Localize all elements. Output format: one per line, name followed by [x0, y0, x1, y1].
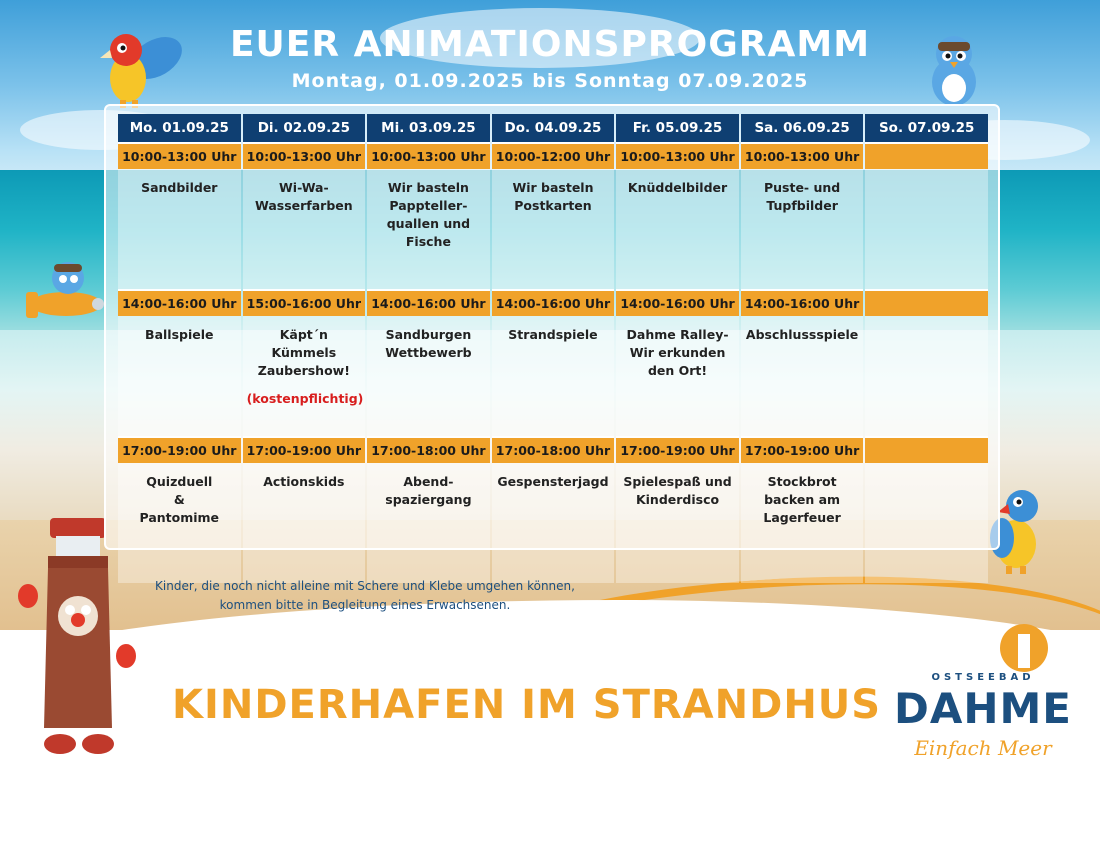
page-title: EUER ANIMATIONSPROGRAMM	[229, 24, 871, 65]
activity-cell	[616, 169, 739, 289]
activity-text: Wir erkunden	[629, 345, 726, 360]
lighthouse-icon	[1018, 634, 1030, 668]
activity-cell	[367, 169, 490, 289]
time-slot-cell	[865, 289, 988, 316]
activity-text: Lagerfeuer	[763, 510, 841, 525]
activity-text: Stockbrot	[767, 474, 837, 489]
activity-text: den Ort!	[647, 363, 708, 378]
activity-text: Puste- und	[763, 180, 841, 195]
activity-text: Tupfbilder	[766, 198, 838, 213]
day-header-row	[118, 114, 988, 142]
activity-text: Pantomime	[139, 510, 220, 525]
day-header: Mi. 03.09.25	[367, 114, 490, 142]
activity-text: Postkarten	[514, 198, 592, 213]
time-slot-cell: 14:00-16:00 Uhr	[616, 289, 739, 316]
day-header: So. 07.09.25	[865, 114, 988, 142]
notice-line: Kinder, die noch nicht alleine mit Schere und Klebe umgehen können,	[155, 579, 575, 593]
activity-text: backen am	[764, 492, 841, 507]
activity-text: &	[173, 492, 185, 507]
activity-text: Actionskids	[263, 474, 345, 489]
activity-text: Wir basteln	[512, 180, 594, 195]
time-slot-cell	[865, 142, 988, 169]
activity-text: Pappteller-	[389, 198, 468, 213]
pilot-bird-top-right-icon	[912, 30, 994, 112]
fee-note: (kostenpflichtig)	[246, 391, 364, 406]
time-row	[118, 142, 988, 169]
activity-cell	[243, 169, 366, 289]
activity-row	[118, 463, 988, 583]
day-header: Mo. 01.09.25	[118, 114, 241, 142]
activity-text: Käpt´n Kümmels	[271, 327, 337, 360]
activity-text: spaziergang	[385, 492, 472, 507]
time-slot-cell: 10:00-13:00 Uhr	[367, 142, 490, 169]
activity-cell	[243, 463, 366, 583]
activity-cell	[118, 316, 241, 436]
activity-cell	[118, 169, 241, 289]
time-slot-cell: 17:00-19:00 Uhr	[118, 436, 241, 463]
activity-text: Fische	[405, 234, 451, 249]
day-header: Fr. 05.09.25	[616, 114, 739, 142]
brand-name: DAHME	[893, 684, 1072, 733]
activity-cell	[492, 169, 615, 289]
parrot-mascot-top-left-icon	[96, 28, 188, 112]
time-slot-cell: 14:00-16:00 Uhr	[367, 289, 490, 316]
activity-cell	[865, 316, 988, 436]
time-slot-cell: 10:00-13:00 Uhr	[616, 142, 739, 169]
activity-cell	[741, 463, 864, 583]
date-range-subtitle: Montag, 01.09.2025 bis Sonntag 07.09.2025	[291, 70, 809, 92]
activity-cell	[741, 316, 864, 436]
time-slot-cell: 14:00-16:00 Uhr	[118, 289, 241, 316]
activity-text: Wi-Wa-	[279, 180, 329, 195]
activity-cell	[118, 463, 241, 583]
day-header: Do. 04.09.25	[492, 114, 615, 142]
time-slot-cell: 14:00-16:00 Uhr	[492, 289, 615, 316]
schedule-panel	[104, 104, 1000, 550]
activity-cell	[616, 463, 739, 583]
activity-cell	[243, 316, 366, 436]
activity-text: Kinderdisco	[635, 492, 720, 507]
activity-text: Abend-	[403, 474, 454, 489]
activity-text: Spielespaß und	[623, 474, 732, 489]
activity-text: Dahme Ralley-	[626, 327, 729, 342]
activity-text: Sandburgen	[385, 327, 472, 342]
activity-cell	[865, 463, 988, 583]
time-slot-cell: 10:00-12:00 Uhr	[492, 142, 615, 169]
activity-text: Sandbilder	[141, 180, 218, 195]
time-slot-cell: 10:00-13:00 Uhr	[741, 142, 864, 169]
activity-text: Abschlussspiele	[745, 327, 859, 342]
activity-cell	[492, 316, 615, 436]
time-slot-cell: 15:00-16:00 Uhr	[243, 289, 366, 316]
time-slot-cell: 17:00-18:00 Uhr	[492, 436, 615, 463]
activity-text: Ballspiele	[145, 327, 214, 342]
time-row	[118, 289, 988, 316]
activity-text: Wasserfarben	[255, 198, 353, 213]
footer-title: KINDERHAFEN IM STRANDHUS	[172, 682, 882, 728]
time-slot-cell: 17:00-18:00 Uhr	[367, 436, 490, 463]
brand-slogan: Einfach Meer	[914, 736, 1052, 760]
activity-cell	[492, 463, 615, 583]
activity-text: quallen und	[386, 216, 471, 231]
time-slot-cell: 17:00-19:00 Uhr	[616, 436, 739, 463]
time-slot-cell: 10:00-13:00 Uhr	[243, 142, 366, 169]
activity-text: Zaubershow!	[257, 363, 350, 378]
time-slot-cell: 17:00-19:00 Uhr	[741, 436, 864, 463]
activity-cell	[741, 169, 864, 289]
day-header: Di. 02.09.25	[243, 114, 366, 142]
time-row	[118, 436, 988, 463]
activity-cell	[367, 463, 490, 583]
activity-text: Gespensterjagd	[497, 474, 609, 489]
brand-supertitle: OSTSEEBAD	[931, 672, 1035, 683]
schedule-table	[116, 114, 990, 583]
supervision-notice	[130, 577, 600, 615]
activity-cell	[616, 316, 739, 436]
activity-text: Wir basteln	[387, 180, 469, 195]
pilot-bird-plane-icon	[20, 248, 106, 334]
notice-line: kommen bitte in Begleitung eines Erwachsenen.	[219, 598, 511, 612]
activity-text: Knüddelbilder	[627, 180, 728, 195]
dahme-logo	[892, 620, 1072, 770]
activity-text: Quizduell	[146, 474, 213, 489]
activity-row	[118, 316, 988, 436]
activity-cell	[865, 169, 988, 289]
day-header: Sa. 06.09.25	[741, 114, 864, 142]
activity-text: Strandspiele	[508, 327, 598, 342]
activity-cell	[367, 316, 490, 436]
activity-text: Wettbewerb	[385, 345, 472, 360]
time-slot-cell: 17:00-19:00 Uhr	[243, 436, 366, 463]
time-slot-cell: 10:00-13:00 Uhr	[118, 142, 241, 169]
activity-row	[118, 169, 988, 289]
time-slot-cell: 14:00-16:00 Uhr	[741, 289, 864, 316]
time-slot-cell	[865, 436, 988, 463]
